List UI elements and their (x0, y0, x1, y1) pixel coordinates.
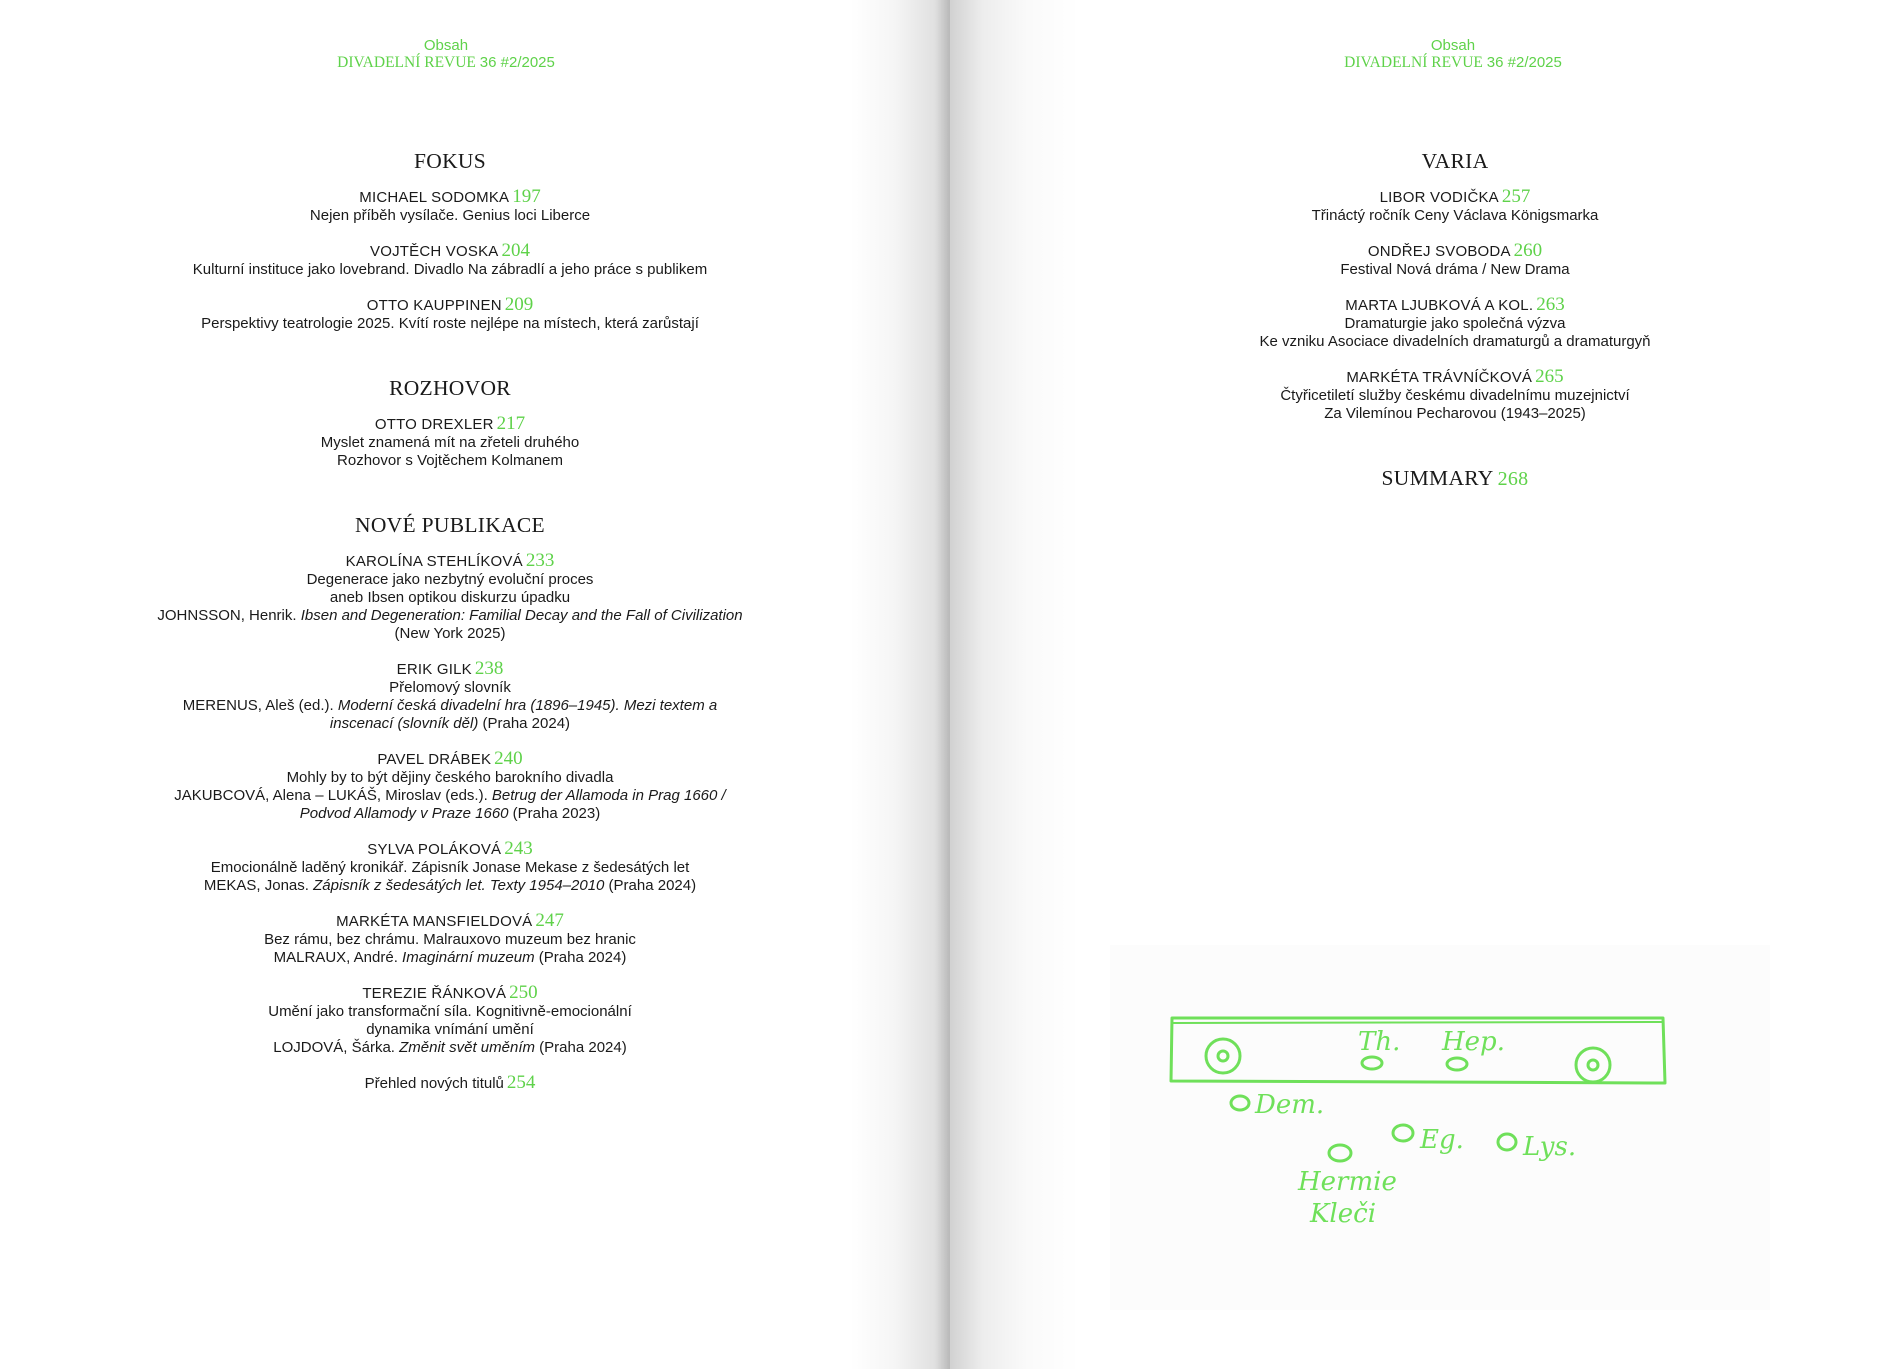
entry-heading (150, 750, 750, 769)
entry-title-line: Kulturní instituce jako lovebrand. Divadlo Na zábradlí a jeho práce s publikem (192, 261, 708, 278)
entry-title-line: Čtyřicetiletí služby českému divadelnímu muzejnictví (1280, 387, 1630, 404)
toc-closing-entry (150, 1074, 750, 1093)
journal-name: DIVADELNÍ REVUE (1344, 54, 1483, 71)
entry-heading (150, 188, 750, 207)
entry-reference (150, 1039, 750, 1057)
entry-page-number: 265 (1535, 366, 1564, 387)
entry-page-number: 263 (1536, 294, 1565, 315)
toc-entry (150, 188, 750, 225)
entry-title-line: Degenerace jako nezbytný evoluční proces (306, 571, 594, 588)
entry-author: ERIK GILK (396, 661, 472, 678)
sketch-circle-left (1206, 1039, 1240, 1073)
entry-title-line: Dramaturgie jako společná výzva (1344, 315, 1566, 332)
entry-author: TEREZIE ŘÁNKOVÁ (362, 985, 507, 1002)
entry-author: PAVEL DRÁBEK (377, 751, 492, 768)
section-title: NOVÉ PUBLIKACE (355, 513, 545, 537)
reference-title: Změnit svět uměním (399, 1039, 535, 1056)
sketch-circle-right (1576, 1048, 1610, 1082)
toc-entry (150, 242, 750, 279)
entry-author: KAROLÍNA STEHLÍKOVÁ (345, 553, 523, 570)
sketch-label-dem: Dem. (1255, 1090, 1325, 1120)
entry-heading (150, 912, 750, 931)
sketch-label-eg: Eg. (1420, 1125, 1464, 1155)
reference-author: MALRAUX, André. (273, 949, 403, 966)
entry-heading (1155, 242, 1755, 261)
toc-left-column (150, 148, 750, 1135)
running-head-journal (1303, 54, 1603, 71)
reference-author: MEKAS, Jonas. (203, 877, 314, 894)
entry-page-number: 240 (494, 748, 523, 769)
reference-author: LOJDOVÁ, Šárka. (273, 1039, 400, 1056)
entry-page-number: 197 (512, 186, 541, 207)
sketch-label-lys: Lys. (1523, 1132, 1577, 1162)
entry-page-number: 250 (509, 982, 538, 1003)
entry-reference (150, 787, 750, 823)
reference-publication: (New York 2025) (394, 625, 506, 642)
entry-title-line: Rozhovor s Vojtěchem Kolmanem (337, 452, 563, 469)
entry-reference (150, 877, 750, 895)
entry-title-line: Umění jako transformační síla. Kognitivně-emocionální (268, 1003, 632, 1020)
entry-title-line: Za Vilemínou Pecharovou (1943–2025) (1324, 405, 1586, 422)
reference-publication: (Praha 2024) (604, 877, 697, 894)
entry-heading (150, 296, 750, 315)
entry-title-line: dynamika vnímání umění (366, 1021, 534, 1038)
entry-page-number: 238 (474, 658, 504, 679)
entry-title-line: Festival Nová dráma / New Drama (1340, 261, 1570, 278)
entry-title-line: Emocionálně laděný kronikář. Zápisník Jonase Mekase z šedesátých let (210, 859, 690, 876)
entry-heading (150, 660, 750, 679)
reference-publication: (Praha 2023) (508, 805, 601, 822)
entry-heading (150, 415, 750, 434)
reference-publication: (Praha 2024) (478, 715, 571, 732)
entry-page-number: 257 (1501, 186, 1531, 207)
entry-author: MARTA LJUBKOVÁ A KOL. (1345, 297, 1534, 314)
entry-heading (1155, 368, 1755, 387)
summary-heading (1155, 465, 1755, 492)
entry-page-number: 243 (504, 838, 533, 859)
toc-entry (1155, 242, 1755, 279)
running-head-label: Obsah (423, 37, 469, 54)
reference-title: Zápisník z šedesátých let. Texty 1954–2010 (313, 877, 605, 894)
toc-entry (150, 552, 750, 643)
running-head-journal (296, 54, 596, 71)
entry-title-line: Perspektivy teatrologie 2025. Kvítí roste nejlépe na místech, která zarůstají (201, 315, 699, 332)
entry-title-line: Mohly by to být dějiny českého barokního divadla (286, 769, 614, 786)
sketch-label-klece: Kleči (1310, 1199, 1377, 1229)
running-head-right (1303, 37, 1603, 71)
toc-section (1155, 148, 1755, 423)
toc-entry (150, 296, 750, 333)
reference-title: Imaginární muzeum (402, 949, 535, 966)
sketch-label-hermie: Hermie (1298, 1167, 1397, 1197)
entry-title-line: aneb Ibsen optikou diskurzu úpadku (329, 589, 571, 606)
summary-page-number: 268 (1497, 468, 1529, 490)
toc-entry (150, 415, 750, 470)
toc-right-column (1155, 148, 1755, 492)
entry-page-number: 217 (496, 413, 526, 434)
entry-page-number: 233 (525, 550, 555, 571)
stage-sketch-illustration (1110, 945, 1770, 1310)
reference-publication: (Praha 2024) (535, 1039, 627, 1056)
entry-page-number: 260 (1513, 240, 1543, 261)
journal-name: DIVADELNÍ REVUE (337, 54, 476, 71)
entry-page-number: 204 (501, 240, 530, 261)
journal-issue: 36 #2/2025 (1486, 54, 1562, 71)
entry-heading (1155, 296, 1755, 315)
toc-section (150, 375, 750, 470)
closing-page-number: 254 (506, 1072, 536, 1093)
section-title: FOKUS (414, 149, 486, 173)
entry-title-line: Třináctý ročník Ceny Václava Königsmarka (1311, 207, 1599, 224)
toc-entry (150, 912, 750, 967)
toc-entry (150, 840, 750, 895)
gutter-shadow-left (850, 0, 950, 1369)
entry-reference (150, 949, 750, 967)
reference-title: Moderní česká divadelní hra (1896–1945). Mezi textem a inscenací (slovník děl) (329, 697, 718, 732)
entry-author: LIBOR VODIČKA (1379, 189, 1499, 206)
reference-author: JOHNSSON, Henrik. (157, 607, 301, 624)
summary-label: SUMMARY (1381, 466, 1494, 490)
entry-author: VOJTĚCH VOSKA (370, 243, 499, 260)
entry-heading (150, 984, 750, 1003)
entry-author: OTTO DREXLER (374, 416, 494, 433)
reference-author: JAKUBCOVÁ, Alena – LUKÁŠ, Miroslav (eds.). (174, 787, 492, 804)
sketch-label-th: Th. (1358, 1027, 1401, 1057)
toc-entry (150, 984, 750, 1057)
reference-publication: (Praha 2024) (534, 949, 627, 966)
entry-reference (150, 697, 750, 733)
section-title: ROZHOVOR (389, 376, 511, 400)
entry-heading (150, 552, 750, 571)
entry-heading (1155, 188, 1755, 207)
entry-author: OTTO KAUPPINEN (366, 297, 502, 314)
toc-section (150, 148, 750, 333)
toc-entry (150, 750, 750, 823)
entry-title-line: Ke vzniku Asociace divadelních dramaturgů a dramaturgyň (1259, 333, 1651, 350)
entry-reference (150, 607, 750, 643)
entry-author: ONDŘEJ SVOBODA (1367, 243, 1511, 260)
reference-title: Betrug der Allamoda in Prag 1660 / Podvod Allamody v Praze 1660 (299, 787, 726, 822)
running-head-label: Obsah (1430, 37, 1476, 54)
toc-entry (1155, 368, 1755, 423)
gutter-shadow-right (950, 0, 1080, 1369)
stage-sketch-svg (1110, 945, 1770, 1310)
sketch-stage-frame (1171, 1018, 1665, 1083)
entry-author: MARKÉTA TRÁVNÍČKOVÁ (1346, 369, 1533, 386)
entry-author: MARKÉTA MANSFIELDOVÁ (336, 913, 533, 930)
reference-title: Ibsen and Degeneration: Familial Decay and the Fall of Civilization (300, 607, 743, 624)
entry-title-line: Bez rámu, bez chrámu. Malrauxovo muzeum bez hranic (264, 931, 636, 948)
entry-page-number: 209 (504, 294, 534, 315)
toc-section (150, 512, 750, 1093)
section-title: VARIA (1421, 149, 1489, 173)
running-head-left (296, 37, 596, 71)
toc-entry (150, 660, 750, 733)
closing-label: Přehled nových titulů (364, 1075, 504, 1092)
journal-issue: 36 #2/2025 (479, 54, 555, 71)
entry-title-line: Nejen příběh vysílače. Genius loci Liberce (309, 207, 591, 224)
entry-title-line: Přelomový slovník (389, 679, 511, 696)
toc-entry (1155, 296, 1755, 351)
entry-author: MICHAEL SODOMKA (359, 189, 510, 206)
sketch-label-hep: Hep. (1442, 1027, 1505, 1057)
entry-title-line: Myslet znamená mít na zřeteli druhého (320, 434, 580, 451)
entry-heading (150, 242, 750, 261)
entry-heading (150, 840, 750, 859)
entry-page-number: 247 (535, 910, 564, 931)
toc-entry (1155, 188, 1755, 225)
entry-author: SYLVA POLÁKOVÁ (367, 841, 502, 858)
reference-author: MERENUS, Aleš (ed.). (182, 697, 338, 714)
